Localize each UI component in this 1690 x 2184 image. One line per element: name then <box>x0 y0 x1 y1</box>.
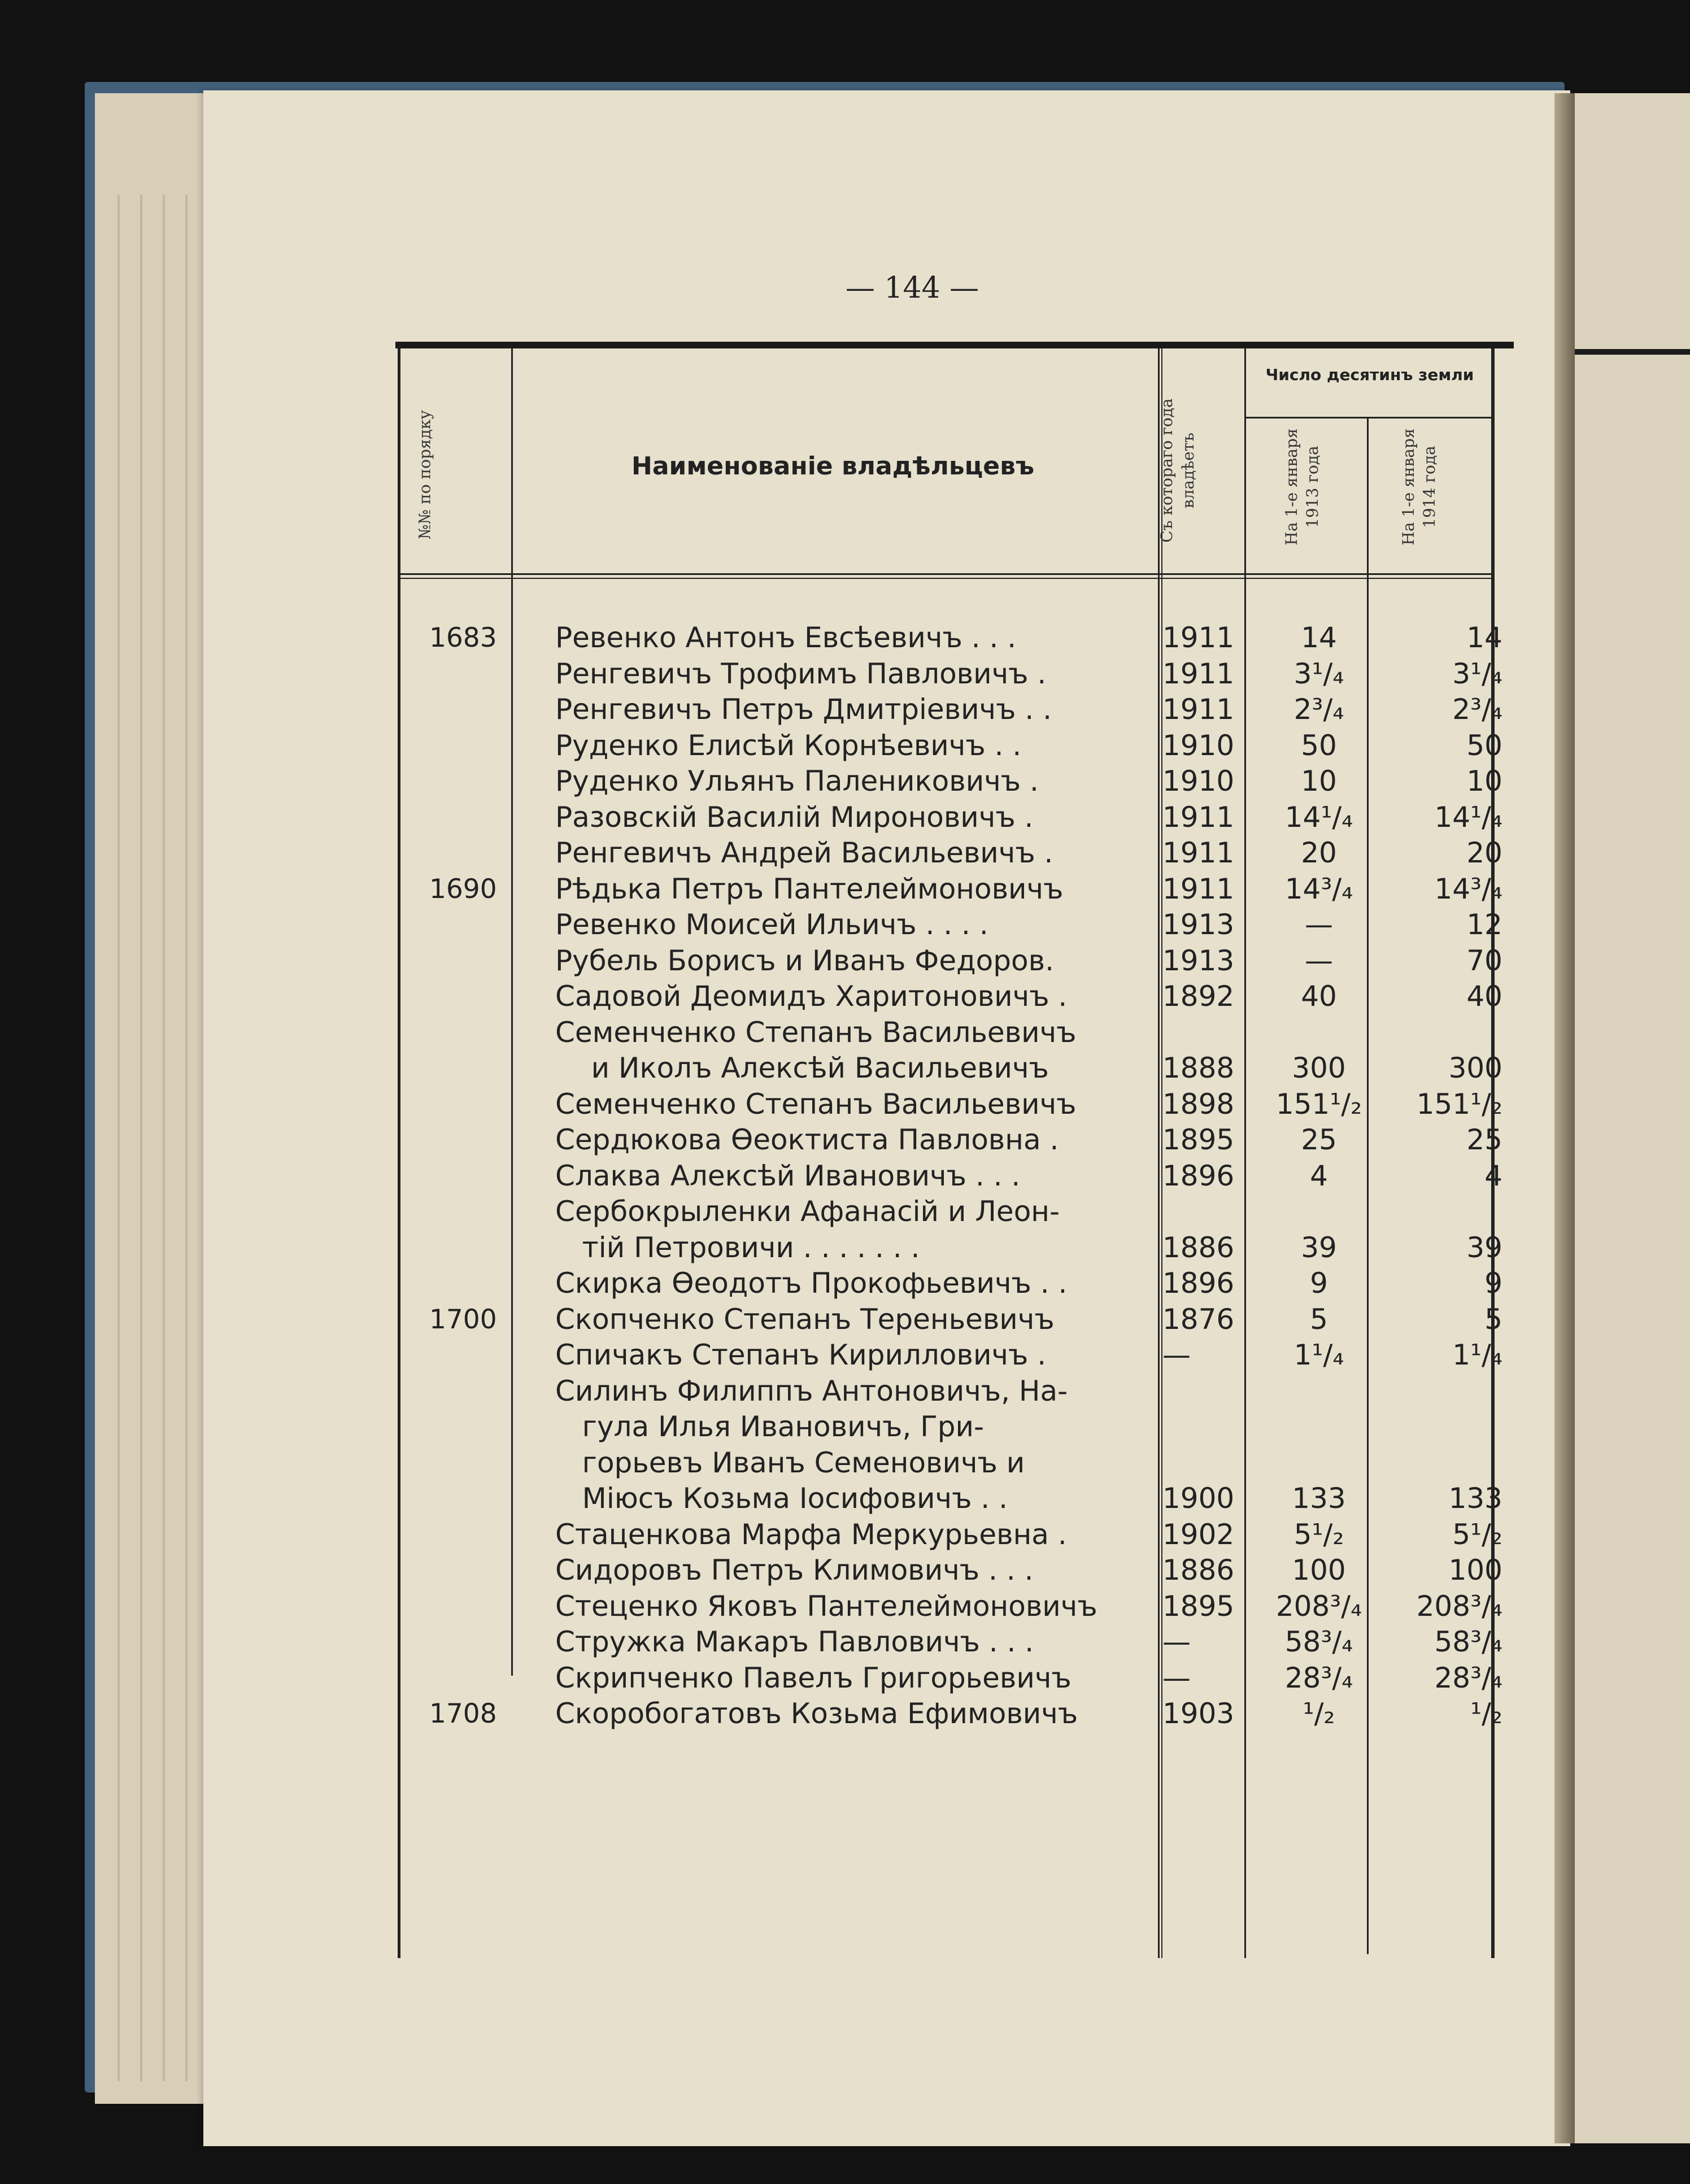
since-year: 1911 <box>1162 621 1235 654</box>
land-1914: 100 <box>1448 1554 1502 1586</box>
owner-name: Разовскій Василій Мироновичъ . <box>555 800 1034 834</box>
table-row <box>0 1050 1525 1086</box>
owner-name: Спичакъ Степанъ Кирилловичъ . <box>555 1339 1047 1371</box>
since-year: 1886 <box>1162 1231 1235 1264</box>
table-row <box>0 1660 1525 1696</box>
table-row <box>0 692 1525 727</box>
table-row <box>0 620 1525 656</box>
land-1913: 50 <box>1301 729 1337 762</box>
owner-name: горьевъ Иванъ Семеновичъ и <box>555 1446 1025 1479</box>
land-1913: 14¹/₄ <box>1284 800 1353 834</box>
land-1914: 9 <box>1484 1267 1502 1300</box>
owner-name: Семенченко Степанъ Васильевичъ <box>555 1015 1077 1049</box>
table-row <box>0 1015 1525 1050</box>
land-1913: 151¹/₂ <box>1275 1087 1362 1121</box>
land-1913: 20 <box>1301 836 1337 869</box>
since-year: 1898 <box>1162 1087 1235 1121</box>
land-1914: 151¹/₂ <box>1416 1087 1502 1121</box>
land-1914: 40 <box>1466 980 1502 1013</box>
since-year: 1910 <box>1162 765 1235 797</box>
owner-name: Стеценко Яковъ Пантелеймоновичъ <box>555 1589 1097 1623</box>
table-row <box>0 907 1525 943</box>
land-1914: 2³/₄ <box>1452 693 1502 726</box>
owner-name: Слаква Алексѣй Ивановичъ . . . <box>555 1159 1021 1192</box>
land-1913: 28³/₄ <box>1284 1661 1353 1694</box>
owner-name: Силинъ Филиппъ Антоновичъ, На- <box>555 1374 1068 1407</box>
table-row <box>0 1087 1525 1122</box>
since-year: 1900 <box>1162 1482 1235 1515</box>
header-bottom-rule-double <box>400 578 1491 579</box>
land-1913: 58³/₄ <box>1284 1625 1353 1658</box>
land-1913: 100 <box>1292 1554 1346 1586</box>
land-1914: 20 <box>1466 836 1502 869</box>
owner-name: Сидоровъ Петръ Климовичъ . . . <box>555 1554 1034 1586</box>
land-1913: 133 <box>1292 1482 1346 1515</box>
table-row <box>0 1553 1525 1588</box>
land-1913: 300 <box>1292 1052 1346 1084</box>
land-1914: 4 <box>1484 1159 1502 1192</box>
header-owner-name: Наименованіе владѣльцевъ <box>631 452 1035 481</box>
since-year: 1913 <box>1162 944 1235 977</box>
owner-name: Ренгевичъ Петръ Дмитріевичъ . . <box>555 693 1052 726</box>
land-1913: — <box>1305 908 1333 941</box>
table-row <box>0 1230 1525 1266</box>
owner-name: Сербокрыленки Афанасій и Леон- <box>555 1195 1060 1228</box>
owner-name: Ренгевичъ Андрей Васильевичъ . <box>555 836 1053 869</box>
land-1914: 133 <box>1448 1482 1502 1515</box>
table-row <box>0 1302 1525 1337</box>
table-row <box>0 1337 1525 1373</box>
land-1914: 14 <box>1466 621 1502 654</box>
since-year: 1911 <box>1162 800 1235 834</box>
land-1913: 5¹/₂ <box>1293 1518 1344 1551</box>
row-number: 1708 <box>429 1698 497 1729</box>
owner-name: Скопченко Степанъ Тереньевичъ <box>555 1302 1055 1336</box>
page-number: — 144 — <box>845 271 979 305</box>
land-1913: 10 <box>1301 765 1337 797</box>
owner-name: гула Илья Ивановичъ, Гри- <box>555 1410 985 1443</box>
owner-name: Садовой Деомидъ Харитоновичъ . <box>555 980 1068 1013</box>
since-year: — <box>1162 1625 1191 1658</box>
land-1914: 14³/₄ <box>1434 872 1502 905</box>
table-row <box>0 871 1525 907</box>
land-1914: 208³/₄ <box>1416 1589 1502 1623</box>
owner-name: тій Петровичи . . . . . . . <box>555 1231 920 1264</box>
since-year: 1895 <box>1162 1589 1235 1623</box>
table-row <box>0 1481 1525 1516</box>
book-gutter <box>1554 93 1575 2143</box>
land-1913: 25 <box>1301 1123 1337 1156</box>
facing-page-edge <box>1573 93 1690 2143</box>
table-top-rule <box>395 342 1514 348</box>
owner-name: Скрипченко Павелъ Григорьевичъ <box>555 1661 1072 1694</box>
header-bottom-rule <box>400 573 1491 575</box>
land-1913: ¹/₂ <box>1303 1697 1335 1730</box>
land-1914: 28³/₄ <box>1434 1661 1502 1694</box>
since-year: 1895 <box>1162 1123 1235 1156</box>
since-year: 1911 <box>1162 693 1235 726</box>
since-year: 1903 <box>1162 1697 1235 1730</box>
land-1914: 300 <box>1448 1052 1502 1084</box>
land-1913: 3¹/₄ <box>1293 657 1344 690</box>
land-1914: 25 <box>1466 1123 1502 1156</box>
since-year: — <box>1162 1661 1191 1694</box>
land-1913: 39 <box>1301 1231 1337 1264</box>
owner-name: Ревенко Антонъ Евсѣевичъ . . . <box>555 621 1017 654</box>
owner-name: Скоробогатовъ Козьма Ефимовичъ <box>555 1697 1078 1730</box>
land-1914: 50 <box>1466 729 1502 762</box>
since-year: 1910 <box>1162 729 1235 762</box>
owner-name: Міюсъ Козьма Іосифовичъ . . <box>555 1482 1008 1515</box>
since-year: 1911 <box>1162 872 1235 905</box>
land-1913: 4 <box>1310 1159 1328 1192</box>
table-row <box>0 1122 1525 1158</box>
table-row <box>0 728 1525 764</box>
land-1913: 208³/₄ <box>1275 1589 1362 1623</box>
table-row <box>0 943 1525 979</box>
land-1914: 39 <box>1466 1231 1502 1264</box>
owner-name: Рубель Борисъ и Иванъ Федоров. <box>555 944 1054 977</box>
owner-name: Рѣдька Петръ Пантелеймоновичъ <box>555 872 1064 905</box>
land-1914: 5¹/₂ <box>1452 1518 1502 1551</box>
since-year: 1896 <box>1162 1267 1235 1300</box>
since-year: — <box>1162 1339 1191 1371</box>
table-row <box>0 1194 1525 1230</box>
table-row <box>0 1624 1525 1660</box>
row-number: 1690 <box>429 873 497 905</box>
owner-name: Семенченко Степанъ Васильевичъ <box>555 1087 1077 1121</box>
owner-name: Стружка Макаръ Павловичъ . . . <box>555 1625 1034 1658</box>
land-1914: 1¹/₄ <box>1452 1339 1502 1371</box>
land-1914: 5 <box>1484 1302 1502 1336</box>
land-1914: 3¹/₄ <box>1452 657 1502 690</box>
land-1914: 70 <box>1466 944 1502 977</box>
table-row <box>0 1266 1525 1301</box>
table-row <box>0 1158 1525 1194</box>
table-row <box>0 656 1525 692</box>
land-1913: 5 <box>1310 1302 1328 1336</box>
owner-name: Руденко Ульянъ Палениковичъ . <box>555 765 1039 797</box>
table-row <box>0 1696 1525 1732</box>
facing-page-rule <box>1573 349 1690 355</box>
since-year: 1892 <box>1162 980 1235 1013</box>
table-row <box>0 1589 1525 1624</box>
owner-name: Ренгевичъ Трофимъ Павловичъ . <box>555 657 1047 690</box>
land-1914: 58³/₄ <box>1434 1625 1502 1658</box>
since-year: 1913 <box>1162 908 1235 941</box>
land-1914: 14¹/₄ <box>1434 800 1502 834</box>
row-number: 1683 <box>429 622 497 653</box>
land-1913: 14 <box>1301 621 1337 654</box>
land-1914: 12 <box>1466 908 1502 941</box>
land-1913: 2³/₄ <box>1293 693 1344 726</box>
table-row <box>0 1374 1525 1409</box>
header-land-area: Число десятинъ земли <box>1265 365 1474 384</box>
land-1913: — <box>1305 944 1333 977</box>
land-1913: 9 <box>1310 1267 1328 1300</box>
since-year: 1886 <box>1162 1554 1235 1586</box>
since-year: 1888 <box>1162 1052 1235 1084</box>
owner-name: Руденко Елисѣй Корнѣевичъ . . <box>555 729 1022 762</box>
table-row <box>0 800 1525 835</box>
since-year: 1896 <box>1162 1159 1235 1192</box>
owner-name: Сердюкова Өеоктиста Павловна . <box>555 1123 1059 1156</box>
owner-name: Стаценкова Марфа Меркурьевна . <box>555 1518 1067 1551</box>
since-year: 1902 <box>1162 1518 1235 1551</box>
table-row <box>0 1445 1525 1481</box>
table-row <box>0 764 1525 799</box>
land-1914: 10 <box>1466 765 1502 797</box>
table-row <box>0 835 1525 871</box>
owner-name: и Иколъ Алексѣй Васильевичъ <box>555 1052 1049 1084</box>
since-year: 1876 <box>1162 1302 1235 1336</box>
land-1914: ¹/₂ <box>1470 1697 1502 1730</box>
row-number: 1700 <box>429 1304 497 1335</box>
table-row <box>0 1409 1525 1445</box>
since-year: 1911 <box>1162 836 1235 869</box>
land-1913: 40 <box>1301 980 1337 1013</box>
since-year: 1911 <box>1162 657 1235 690</box>
table-row <box>0 979 1525 1014</box>
owner-name: Скирка Өеодотъ Прокофьевичъ . . <box>555 1267 1068 1300</box>
land-1913: 14³/₄ <box>1284 872 1353 905</box>
owner-name: Ревенко Моисей Ильичъ . . . . <box>555 908 988 941</box>
table-row <box>0 1517 1525 1553</box>
land-1913: 1¹/₄ <box>1293 1339 1344 1371</box>
